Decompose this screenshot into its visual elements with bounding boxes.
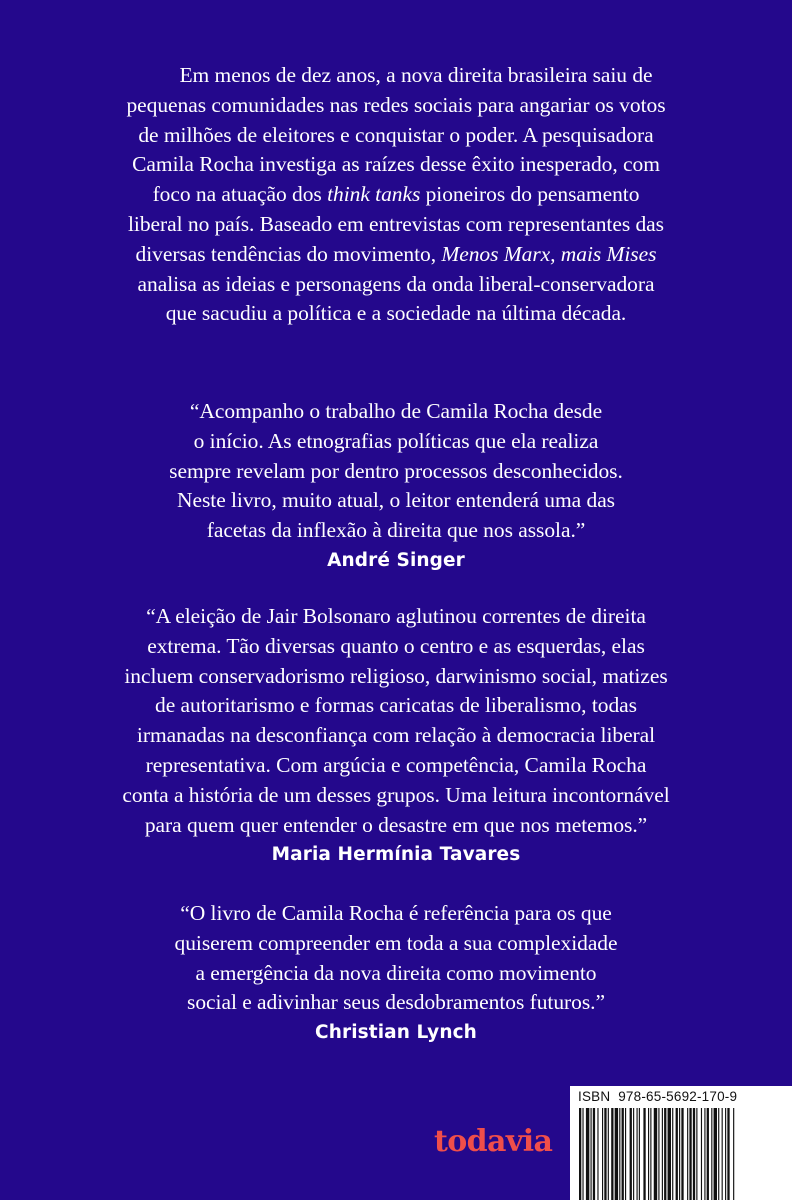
book-title-italic: Menos Marx, mais Mises [441,241,657,266]
barcode-bar [714,1108,717,1200]
description-text: foco na atuação dos [152,182,322,207]
barcode-bar [722,1108,723,1200]
barcode-bar [597,1108,598,1200]
isbn-barcode-box [570,1086,792,1200]
barcode-bar [704,1108,705,1200]
quote-line: quiserem compreender em toda a sua complexidade [174,930,618,955]
description-line: Camila Rocha investiga as raízes desse êxito inesperado, com [132,152,660,177]
quote-line: “Acompanho o trabalho de Camila Rocha desde [189,399,603,423]
quote-line: incluem conservadorismo religioso, darwinismo social, matizes [124,663,668,688]
barcode-bar [586,1108,589,1200]
quote-line: “A eleição de Jair Bolsonaro aglutinou correntes de direita [146,604,646,628]
isbn-label: ISBN [578,1089,611,1104]
description-line: Em menos de dez anos, a nova direita brasileira saiu de [179,63,653,87]
barcode-bar [643,1108,645,1200]
quote-author: Christian Lynch [315,1022,477,1044]
barcode-bar [696,1108,697,1200]
description-line: de milhões de eleitores e conquistar o poder. A pesquisadora [138,122,654,147]
isbn-text [578,1089,788,1104]
quote-line: irmanadas na desconfiança com relação à democracia liberal [136,723,656,748]
quote-line: conta a história de um desses grupos. Uma leitura incontornável [122,782,670,807]
barcode-bar [711,1108,712,1200]
description-line: analisa as ideias e personagens da onda liberal-conservadora [137,271,655,296]
barcode-bar [630,1108,632,1200]
barcode-bar [611,1108,613,1200]
quote-line: para quem quer entender o desastre em que nos metemos.” [144,812,648,837]
quote-author: Maria Hermínia Tavares [271,844,521,866]
quote-line: a emergência da nova direita como movimento [195,960,597,985]
barcode-bar [625,1108,626,1200]
barcode-bar [672,1108,673,1200]
barcode-bar [707,1108,709,1200]
barcode-bar [689,1108,691,1200]
italic-term: think tanks [327,182,421,207]
description-line [96,180,696,210]
barcode-bar [579,1108,581,1200]
blurb-quote-1 [96,397,696,576]
quote-line: facetas da inflexão à direita que nos assola.” [206,518,586,543]
quote-line: extrema. Tão diversas quanto o centro e as esquerdas, elas [147,633,645,658]
barcode-bar [676,1108,678,1200]
quote-line: sempre revelam por dentro processos desconhecidos. [169,458,623,483]
description-line: que sacudiu a política e a sociedade na última década. [165,301,627,326]
barcode-bar [664,1108,666,1200]
quote-line: de autoritarismo e formas caricatas de liberalismo, todas [155,693,637,718]
barcode-bar [615,1108,618,1200]
barcode-bar [602,1108,603,1200]
book-description [96,61,696,329]
barcode-bar [591,1108,592,1200]
barcode-bar [727,1108,729,1200]
publisher-logo: todavia [434,1124,553,1159]
blurb-quote-3 [96,899,696,1048]
barcode-bar [582,1108,583,1200]
description-text: diversas tendências do movimento, [135,241,437,266]
isbn-number: 978-65-5692-170-9 [618,1089,738,1104]
barcode-bar [622,1108,624,1200]
barcode-bar [650,1108,651,1200]
barcode-bar [608,1108,609,1200]
quote-line: “O livro de Camila Rocha é referência para os que [180,901,612,925]
barcode-bar [687,1108,688,1200]
barcode-bar [681,1108,683,1200]
barcode-bar [593,1108,595,1200]
barcode-bar [633,1108,634,1200]
barcode-bar [639,1108,640,1200]
barcode-bar [637,1108,638,1200]
barcode-bar [679,1108,680,1200]
quote-author: André Singer [327,549,465,571]
quote-line: social e adivinhar seus desdobramentos futuros.” [187,990,605,1015]
description-line: liberal no país. Baseado em entrevistas com representantes das [127,211,664,236]
barcode-bar [662,1108,663,1200]
barcode-bar [604,1108,606,1200]
barcode-bar [654,1108,657,1200]
quote-line: o início. As etnografias políticas que ela realiza [193,428,599,453]
barcode-bar [725,1108,726,1200]
quote-line: representativa. Com argúcia e competência, Camila Rocha [145,752,647,777]
barcode-bar [658,1108,659,1200]
barcode-bar [693,1108,695,1200]
barcode-bar [701,1108,702,1200]
blurb-quote-2 [96,602,696,870]
barcode-bar [718,1108,719,1200]
description-line [96,240,696,270]
quote-line: Neste livro, muito atual, o leitor entenderá uma das [176,488,615,513]
description-line: pequenas comunidades nas redes sociais para angariar os votos [126,92,666,117]
barcode-bar [619,1108,620,1200]
barcode-icon [579,1108,783,1200]
barcode-bar [668,1108,671,1200]
barcode-bar [733,1108,734,1200]
barcode-bar [648,1108,649,1200]
description-text: pioneiros do pensamento [425,182,640,207]
